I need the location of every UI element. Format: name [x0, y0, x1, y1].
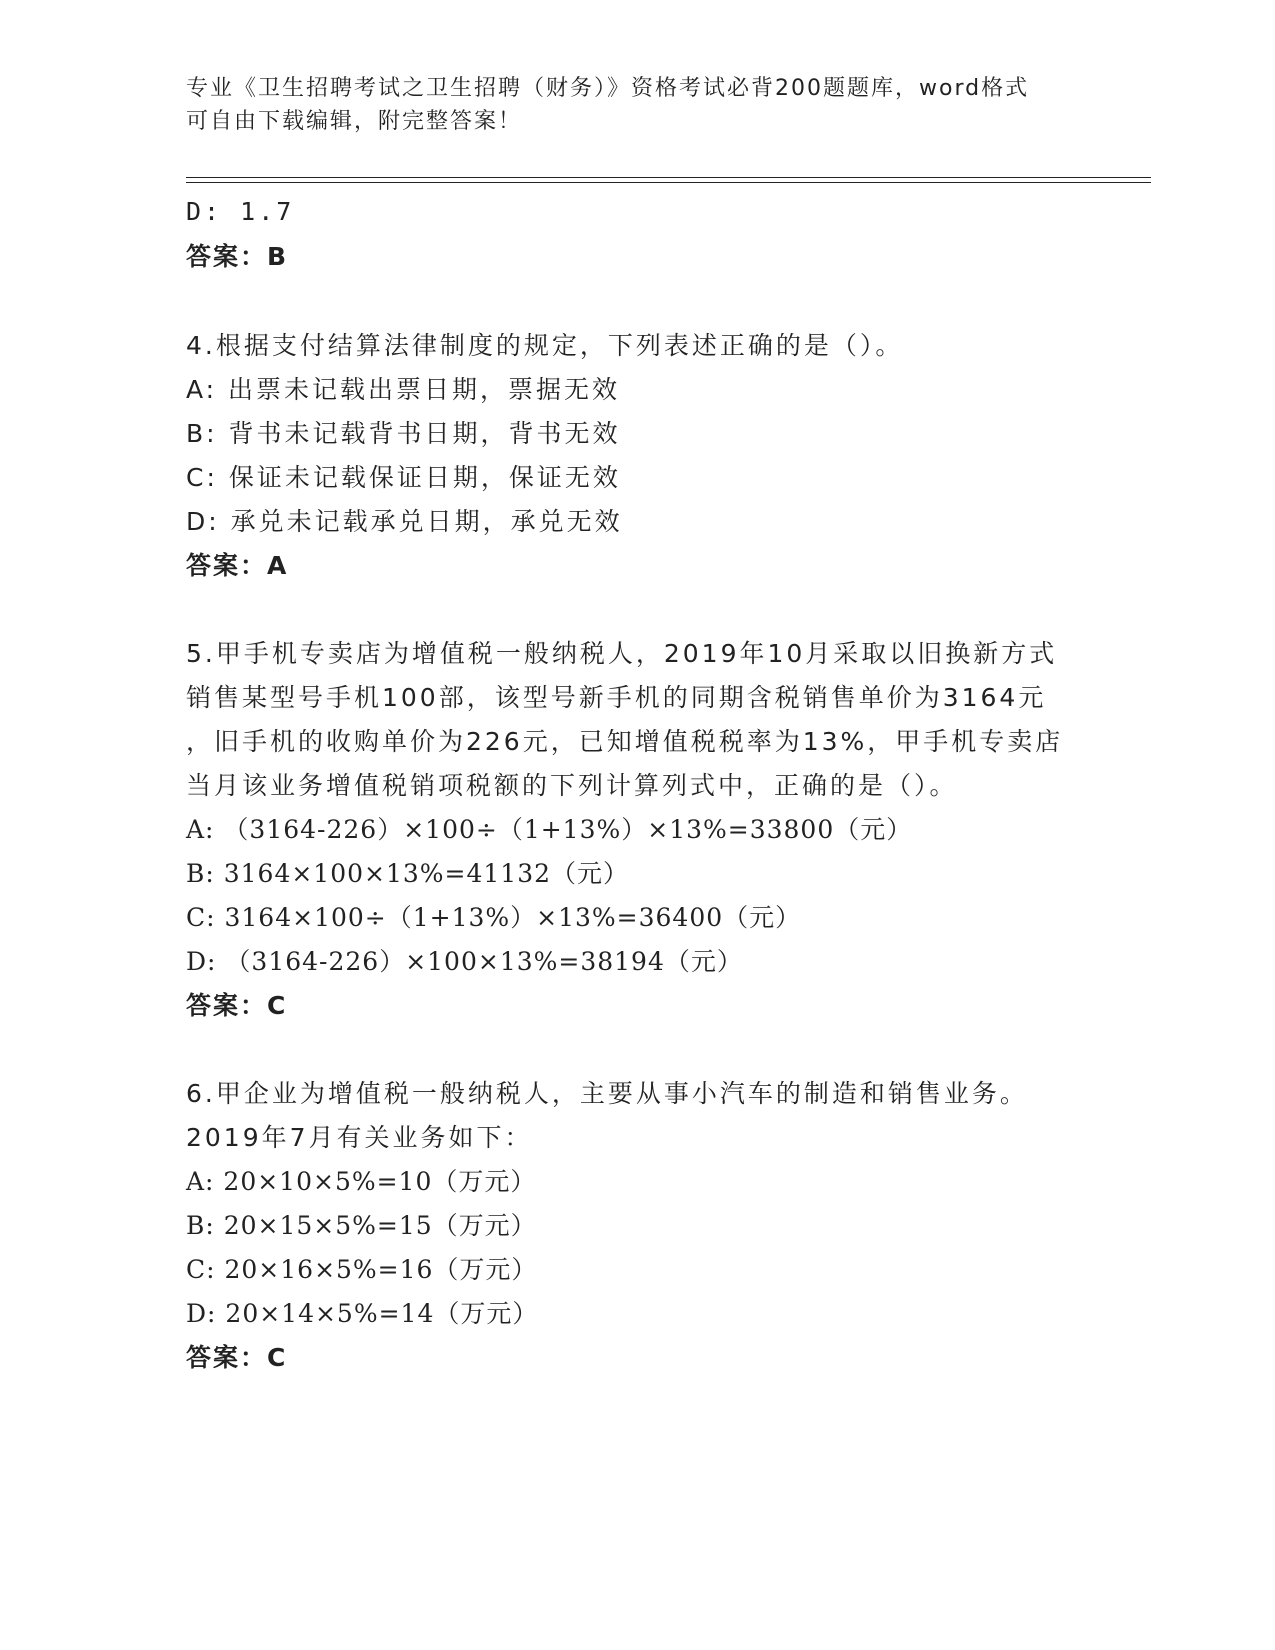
q5-option-b: B: 3164×100×13%=41132（元） — [186, 859, 630, 888]
q6-stem-line-2: 2019年7月有关业务如下： — [186, 1123, 533, 1152]
q5-stem-line-4: 当月该业务增值税销项税额的下列计算列式中，正确的是（）。 — [186, 771, 958, 800]
header-divider-bottom — [186, 182, 1151, 183]
q4-option-a: A: 出票未记载出票日期，票据无效 — [186, 375, 621, 404]
q6-option-b: B: 20×15×5%=15（万元） — [186, 1211, 537, 1240]
q4-stem: 4.根据支付结算法律制度的规定，下列表述正确的是（）。 — [186, 331, 904, 360]
q4-option-b: B: 背书未记载背书日期，背书无效 — [186, 419, 621, 448]
q6-option-c: C: 20×16×5%=16（万元） — [186, 1255, 538, 1284]
document-header — [186, 72, 1086, 138]
q3-option-d: D: 1.7 — [186, 197, 295, 226]
q3-answer: 答案：B — [186, 242, 289, 271]
header-divider-top — [186, 177, 1151, 178]
q5-stem-line-2: 销售某型号手机100部，该型号新手机的同期含税销售单价为3164元 — [186, 683, 1047, 712]
header-line-2: 可自由下载编辑，附完整答案！ — [186, 109, 523, 134]
q6-stem-line-1: 6.甲企业为增值税一般纳税人，主要从事小汽车的制造和销售业务。 — [186, 1079, 1028, 1108]
q5-option-c: C: 3164×100÷（1+13%）×13%=36400（元） — [186, 903, 802, 932]
q6-option-a: A: 20×10×5%=10（万元） — [186, 1167, 537, 1196]
q4-option-c: C: 保证未记载保证日期，保证无效 — [186, 463, 621, 492]
q5-stem-line-3: ，旧手机的收购单价为226元，已知增值税税率为13%，甲手机专卖店 — [186, 727, 1064, 756]
q6-option-d: D: 20×14×5%=14（万元） — [186, 1299, 539, 1328]
header-line-1: 专业《卫生招聘考试之卫生招聘（财务）》资格考试必背200题题库，word格式 — [186, 76, 1030, 101]
q4-answer: 答案：A — [186, 551, 289, 580]
q6-answer: 答案：C — [186, 1343, 288, 1372]
q5-option-a: A: （3164-226）×100÷（1+13%）×13%=33800（元） — [186, 815, 913, 844]
q5-stem-line-1: 5.甲手机专卖店为增值税一般纳税人，2019年10月采取以旧换新方式 — [186, 639, 1058, 668]
q4-option-d: D: 承兑未记载承兑日期，承兑无效 — [186, 507, 623, 536]
q5-answer: 答案：C — [186, 991, 288, 1020]
q5-option-d: D: （3164-226）×100×13%=38194（元） — [186, 947, 743, 976]
